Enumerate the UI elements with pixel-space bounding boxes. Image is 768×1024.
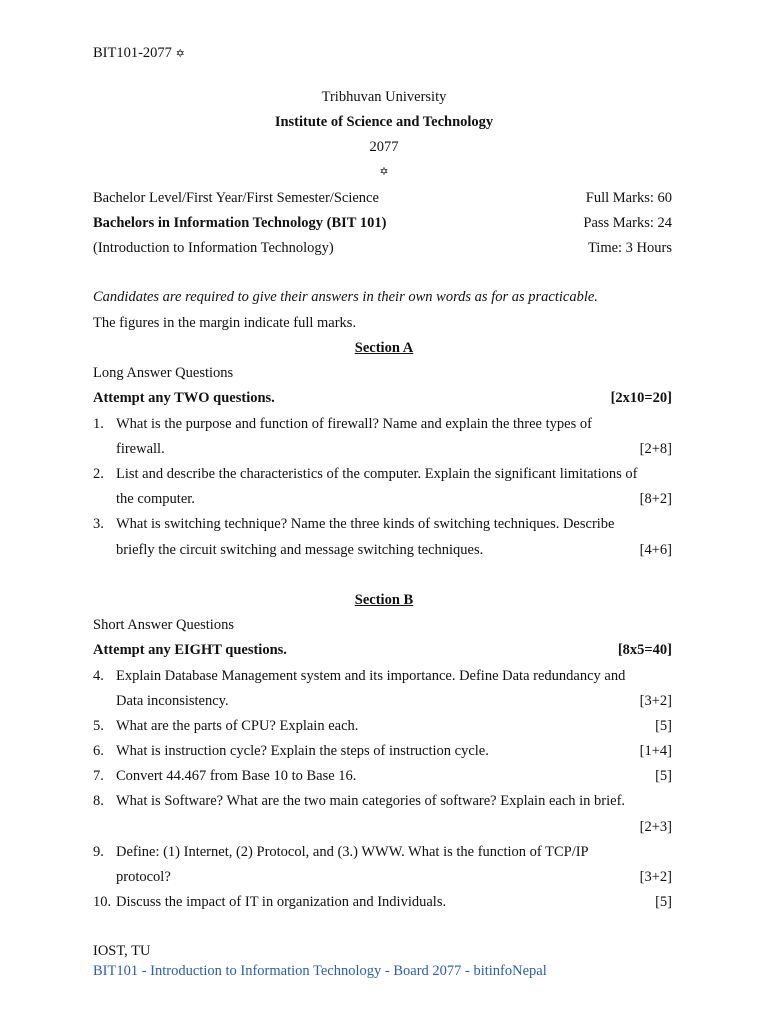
info-row-level — [93, 189, 672, 207]
question-number: 6. — [93, 743, 104, 759]
question-5 — [93, 717, 672, 735]
question-marks: [1+4] — [639, 743, 672, 759]
level-text: Bachelor Level/First Year/First Semester/Science — [93, 190, 379, 206]
question-1 — [93, 415, 672, 433]
question-text: Explain Database Management system and its importance. Define Data redundancy and — [116, 668, 626, 684]
question-marks: [3+2] — [639, 869, 672, 885]
question-2-cont — [116, 490, 672, 508]
question-number: 5. — [93, 718, 104, 734]
question-number: 7. — [93, 768, 104, 784]
question-10 — [93, 893, 672, 911]
question-4-cont — [116, 692, 672, 710]
question-1-cont — [116, 440, 672, 458]
question-7 — [93, 767, 672, 785]
question-3 — [93, 515, 672, 533]
question-6 — [93, 742, 672, 760]
question-8 — [93, 792, 672, 810]
footer-link[interactable]: BIT101 - Introduction to Information Technology - Board 2077 - bitinfoNepal — [93, 963, 547, 979]
question-9 — [93, 843, 672, 861]
question-marks: [8+2] — [639, 491, 672, 507]
section-a-marks: [2x10=20] — [610, 390, 672, 406]
section-a-subtitle: Long Answer Questions — [93, 365, 234, 381]
question-8-marks: [2+3] — [639, 819, 672, 835]
section-b-attempt — [93, 641, 672, 659]
instruction-line-2: The figures in the margin indicate full marks. — [93, 315, 357, 331]
section-a-attempt — [93, 389, 672, 407]
paper-code — [93, 44, 672, 63]
star-icon: ✡ — [379, 165, 389, 178]
question-marks: [2+8] — [639, 441, 672, 457]
question-number: 4. — [93, 668, 104, 684]
question-number: 10. — [93, 894, 112, 910]
question-marks: [4+6] — [639, 542, 672, 558]
university-name: Tribhuvan University — [321, 89, 447, 105]
section-b-title: Section B — [354, 592, 414, 608]
question-marks: [3+2] — [639, 693, 672, 709]
question-number: 1. — [93, 416, 104, 432]
question-text: What is the purpose and function of firewall? Name and explain the three types of — [116, 416, 592, 432]
star-icon: ✡ — [175, 47, 185, 60]
info-row-course — [93, 239, 672, 257]
full-marks: Full Marks: 60 — [585, 190, 672, 206]
footer-org: IOST, TU — [93, 943, 151, 959]
question-text: Define: (1) Internet, (2) Protocol, and (3.) WWW. What is the function of TCP/IP — [116, 844, 589, 860]
question-text: What is Software? What are the two main categories of software? Explain each in brief. — [116, 793, 626, 809]
question-text: briefly the circuit switching and message switching techniques. — [116, 542, 484, 558]
section-b-marks: [8x5=40] — [617, 642, 672, 658]
instruction-line-1: Candidates are required to give their answers in their own words as for as practicable. — [93, 289, 598, 305]
question-number: 3. — [93, 516, 104, 532]
question-marks: [5] — [655, 768, 672, 784]
question-9-cont — [116, 868, 672, 886]
course-text: (Introduction to Information Technology) — [93, 240, 334, 256]
question-number: 9. — [93, 844, 104, 860]
pass-marks: Pass Marks: 24 — [583, 215, 672, 231]
info-row-program — [93, 214, 672, 232]
exam-year: 2077 — [369, 139, 399, 155]
question-text: the computer. — [116, 491, 195, 507]
question-marks: [5] — [655, 718, 672, 734]
question-text: Convert 44.467 from Base 10 to Base 16. — [116, 768, 357, 784]
question-text: What is switching technique? Name the three kinds of switching techniques. Describe — [116, 516, 615, 532]
section-a-attempt-text: Attempt any TWO questions. — [93, 390, 275, 406]
question-3-cont — [116, 541, 672, 559]
question-number: 2. — [93, 466, 104, 482]
time-text: Time: 3 Hours — [587, 240, 672, 256]
question-text: Discuss the impact of IT in organization and Individuals. — [116, 894, 447, 910]
question-marks: [5] — [655, 894, 672, 910]
section-b-subtitle: Short Answer Questions — [93, 617, 234, 633]
question-text: What is instruction cycle? Explain the steps of instruction cycle. — [116, 743, 489, 759]
section-b-attempt-text: Attempt any EIGHT questions. — [93, 642, 287, 658]
question-text: Data inconsistency. — [116, 693, 229, 709]
question-text: What are the parts of CPU? Explain each. — [116, 718, 359, 734]
question-text: firewall. — [116, 441, 165, 457]
paper-code-text: BIT101-2077 — [93, 45, 172, 61]
section-a-title: Section A — [354, 340, 414, 356]
question-number: 8. — [93, 793, 104, 809]
program-text: Bachelors in Information Technology (BIT 101) — [93, 215, 387, 231]
question-text: List and describe the characteristics of the computer. Explain the significant limitations of — [116, 466, 638, 482]
question-2 — [93, 465, 672, 483]
question-4 — [93, 667, 672, 685]
institute-name: Institute of Science and Technology — [274, 114, 494, 130]
question-text: protocol? — [116, 869, 171, 885]
